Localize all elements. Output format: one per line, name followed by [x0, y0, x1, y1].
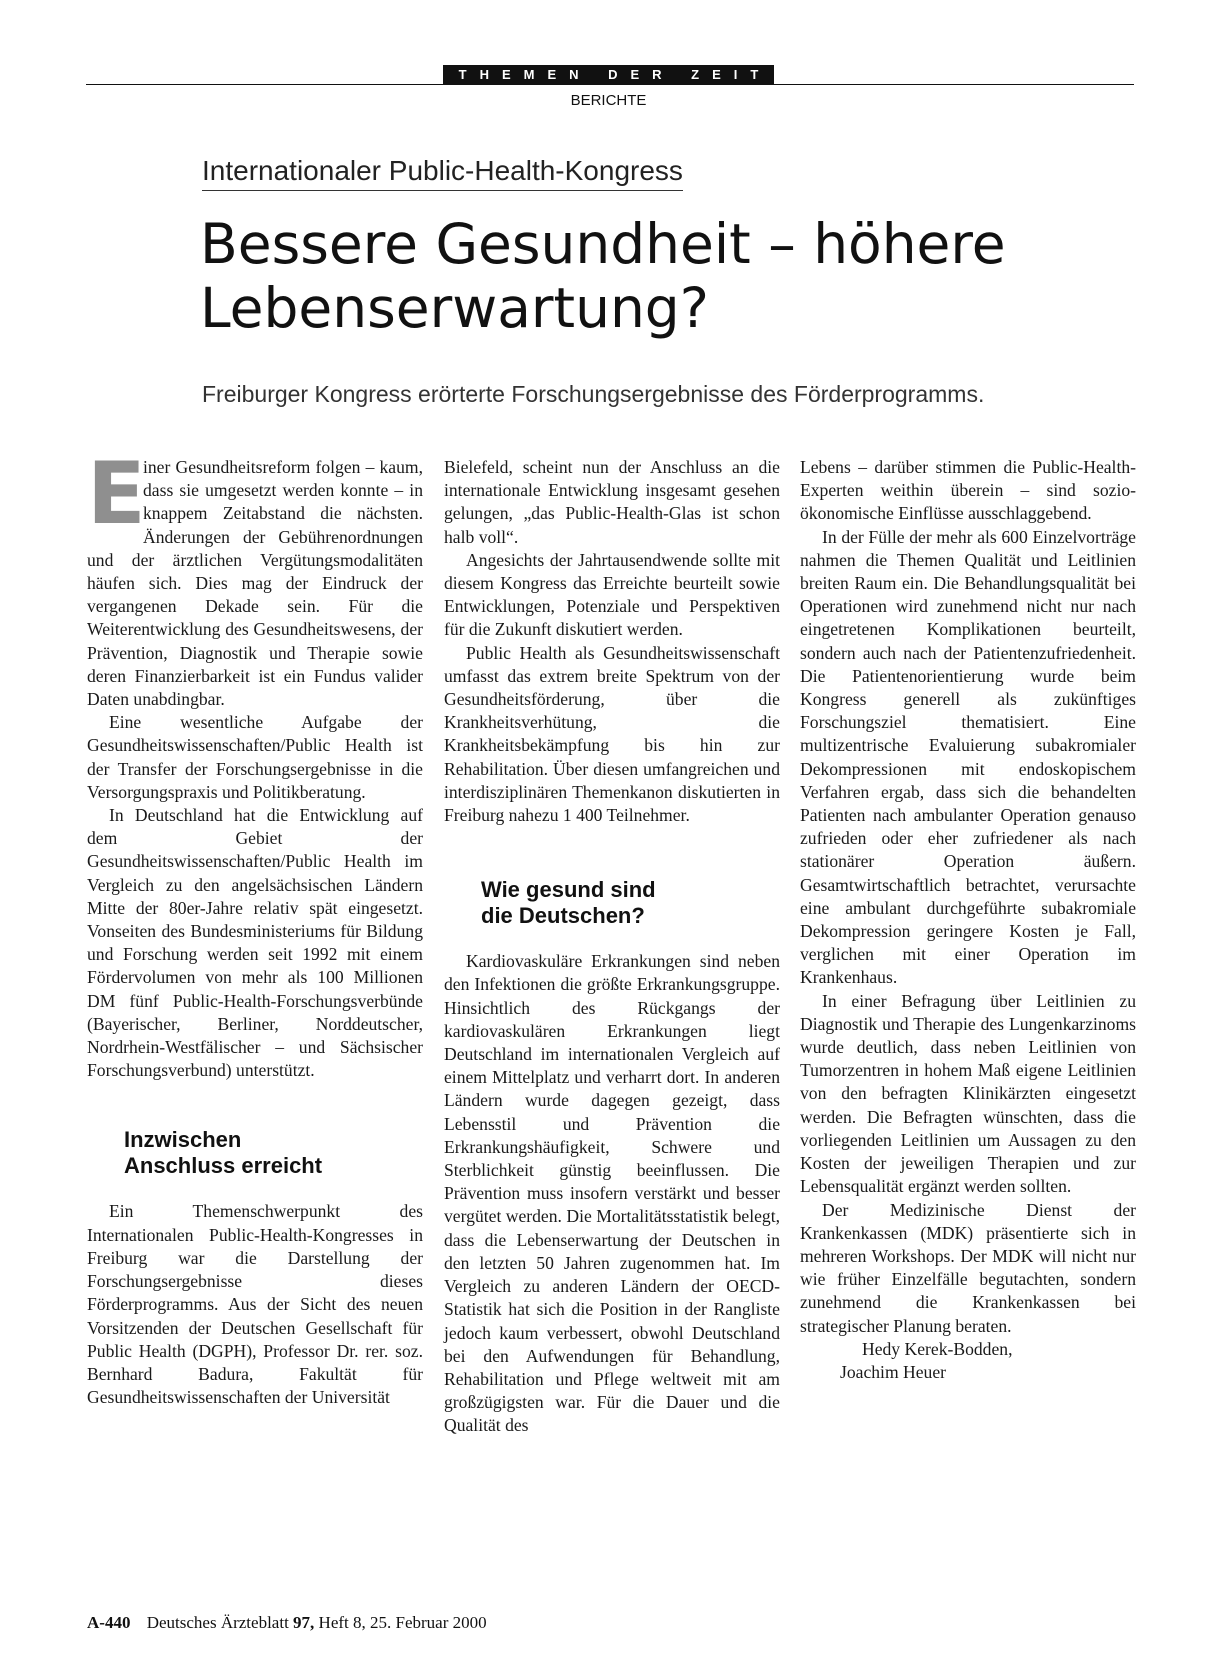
paragraph: Ein Themenschwerpunkt des Internationalen Public-Health-Kongresses in Freiburg war die Darstellung der Forschungsergebnisse dieses Förderprogramms. Aus der Sicht des neuen Vorsitzenden der Deutschen Gesellschaft für Public Health (DGPH), Professor Dr. rer. soz. Bernhard Badura, Fakultät für Gesundheitswissenschaften der Universität — [87, 1201, 423, 1408]
article-kicker: Internationaler Public-Health-Kongress — [202, 155, 683, 191]
journal-issue: Heft 8, 25. Februar 2000 — [318, 1613, 487, 1632]
journal-volume: 97, — [293, 1613, 315, 1632]
headline-line-2: Lebenserwartung? — [200, 276, 709, 340]
text-column-2 — [444, 456, 780, 1438]
drop-cap: E — [87, 444, 146, 544]
section-label: THEMEN DER ZEIT — [443, 65, 774, 85]
paragraph: Der Medizinische Dienst der Krankenkassen (MDK) präsentierte sich in mehreren Workshops. Der MDK will nicht nur wie früher Einzelfälle begutachten, sondern zunehmend die Krankenkassen bei strategischer Planung beraten. — [800, 1199, 1136, 1336]
author-name: Joachim Heuer — [840, 1361, 947, 1382]
text-column-3 — [800, 456, 1136, 1384]
journal-name: Deutsches Ärzteblatt — [146, 1613, 289, 1632]
subheading-line: Wie gesund sind — [481, 877, 656, 903]
paragraph: In der Fülle der mehr als 600 Einzelvorträge nahmen die Themen Qualität und Leitlinien breiten Raum ein. Die Behandlungsqualität bei Operationen wird zunehmend nicht nur nach eingetretenen Komplikationen beurteilt, sondern auch nach der Patientenzufriedenheit. Die Patientenorientierung wurde beim Kongress generell als zukünftiges Forschungsziel thematisiert. Eine multizentrische Evaluierung subakromialer Dekompressionen mit endoskopischem Verfahren ergab, dass sich die behandelten Patienten nach ambulanter Operation genauso zufrieden oder eher zufriedener als nach stationärer Operation äußern. Gesamtwirtschaftlich betrachtet, verursachte eine ambulant durchgeführte subakromiale Dekompression geringere Kosten je Fall, verglichen mit einer Operation im Krankenhaus. — [800, 526, 1136, 988]
page-number: A-440 — [87, 1613, 131, 1632]
text-column-1 — [87, 444, 423, 1409]
paragraph: Angesichts der Jahrtausendwende sollte mit diesem Kongress das Erreichte beurteilt sowie Entwicklungen, Potenziale und Perspektiven für die Zukunft diskutiert werden. — [444, 549, 780, 640]
author-signature — [800, 1338, 1136, 1384]
paragraph: In einer Befragung über Leitlinien zu Diagnostik und Therapie des Lungenkarzinoms wurde deutlich, dass neben Leitlinien von Tumorzentren in hohem Maß eigene Leitlinien von den befragten Klinikärzten eingesetzt werden. Die Befragten wünschten, dass die vorliegenden Leitlinien um Aussagen zu den Kosten der jeweiligen Therapien und zur Lebensqualität ergänzt werden sollten. — [800, 990, 1136, 1197]
paragraph: Bielefeld, scheint nun der Anschluss an die internationale Entwicklung insgesamt gesehen gelungen, „das Public-Health-Glas ist schon halb voll“. — [444, 457, 780, 547]
paragraph: In Deutschland hat die Entwicklung auf dem Gebiet der Gesundheitswissenschaften/Public Health im Vergleich zu den angelsächsischen Ländern Mitte der 80er-Jahre relativ spät eingesetzt. Vonseiten des Bundesministeriums für Bildung und Forschung werden seit 1992 mit einem Fördervolumen von mehr als 100 Millionen DM fünf Public-Health-Forschungsverbünde (Bayerischer, Berliner, Norddeutscher, Nordrhein-Westfälischer – und Sächsischer Forschungsverbund) unterstützt. — [87, 805, 423, 1081]
page-footer — [87, 1613, 487, 1633]
paragraph: Kardiovaskuläre Erkrankungen sind neben den Infektionen die größte Erkrankungsgruppe. Hinsichtlich des Rückgangs der kardiovaskulären Erkrankungen liegt Deutschland im internationalen Vergleich auf einem Mittelplatz und verharrt dort. In anderen Ländern wurde dagegen gezeigt, dass Lebensstil und Prävention die Erkrankungshäufigkeit, Schwere und Sterblichkeit günstig beeinflussen. Die Prävention muss insofern verstärkt und besser vergütet werden. Die Mortalitätsstatistik belegt, dass die Lebenserwartung der Deutschen in den letzten 50 Jahren zugenommen hat. Im Vergleich zu anderen Ländern der OECD-Statistik hat sich die Position in der Rangliste jedoch kaum verbessert, obwohl Deutschland bei den Aufwendungen für Behandlung, Rehabilitation und Pflege weltweit mit am großzügigsten war. Für die Dauer und die Qualität des — [444, 951, 780, 1436]
subheading-line: Inzwischen — [124, 1127, 242, 1153]
article-subheadline: Freiburger Kongress erörterte Forschungsergebnisse des Förderprogramms. — [202, 381, 985, 407]
article-headline — [200, 212, 1160, 340]
paragraph: Public Health als Gesundheitswissenschaft umfasst das extrem breite Spektrum von der Gesundheitsförderung, über die Krankheitsverhütung, die Krankheitsbekämpfung bis hin zur Rehabilitation. Über diesen umfangreichen und interdisziplinären Themenkanon diskutierten in Freiburg nahezu 1 400 Teilnehmer. — [444, 642, 780, 826]
paragraph: Lebens – darüber stimmen die Public-Health-Experten weithin überein – sind sozio-ökonomische Einflüsse ausschlaggebend. — [800, 457, 1136, 524]
subsection-label: BERICHTE — [570, 92, 647, 109]
subheading-line: die Deutschen? — [481, 903, 645, 929]
section-subheading — [481, 877, 780, 929]
subheading-line: Anschluss erreicht — [124, 1153, 323, 1179]
paragraph: iner Gesundheitsreform folgen – kaum, dass sie umgesetzt werden konnte – in knappem Zeitabstand die nächsten. Änderungen der Gebührenordnungen und der ärztlichen Vergütungsmodalitäten häufen sich. Dies mag der Eindruck der vergangenen Dekade sein. Für die Weiterentwicklung des Gesundheitswesens, der Prävention, Diagnostik und Therapie sowie deren Finanzierbarkeit ist ein Fundus valider Daten unabdingbar. — [87, 457, 423, 710]
headline-line-1: Bessere Gesundheit – höhere — [200, 212, 1006, 276]
author-name: Hedy Kerek-Bodden, — [862, 1338, 1013, 1359]
section-subheading — [124, 1127, 423, 1179]
paragraph: Eine wesentliche Aufgabe der Gesundheitswissenschaften/Public Health ist der Transfer der Forschungsergebnisse in die Versorgungspraxis und Politikberatung. — [87, 712, 423, 802]
